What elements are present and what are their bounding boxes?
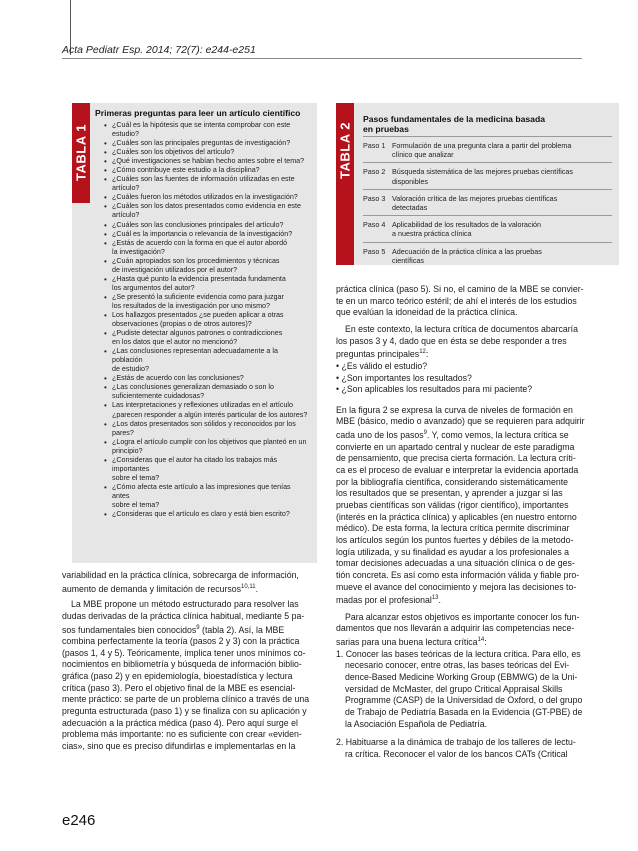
text-line: médico). De esta forma, la lectura crítica permite discriminar (336, 523, 570, 534)
table-1-tab (72, 103, 90, 203)
text-line: tión concreta. Es así como esta información válida y fiable pro- (336, 569, 580, 580)
text-line: dudas derivadas de la práctica clínica habitual, mediante 5 pa- (62, 610, 305, 621)
page-number: e246 (62, 812, 96, 829)
step-label: Paso 4 (363, 220, 386, 230)
text-line: crítica (paso 3). Pero el objetivo final de la MBE es esencial- (62, 682, 296, 693)
paragraph (336, 612, 619, 649)
text-line: En la figura 2 se expresa la curva de niveles de formación en (336, 404, 573, 415)
text-line: convierte en un apartado central y nuclear de este paradigma (336, 441, 575, 452)
question-text-line: ¿Las conclusiones representan adecuadamente a la población (112, 347, 278, 365)
text-line: adecuación a la práctica médica (paso 4). Pero aquí surge el (62, 717, 298, 728)
question-text-line: en los datos que el autor no mencionó? (112, 338, 238, 347)
table-2 (336, 103, 619, 265)
question-bullet: • ¿Son aplicables los resultados para mi paciente? (336, 384, 533, 395)
question-text-line: ¿Cómo afecta este artículo a las impresiones que tenías antes (112, 482, 291, 500)
text-line: pregunta estructurada (paso 1) y se finaliza con su aplicación y (62, 706, 307, 717)
text-line: variabilidad en la práctica clínica, sobrecarga de información, (62, 570, 299, 580)
question-bullet: • ¿Son importantes los resultados? (336, 372, 472, 383)
question-text-line: ¿Cuál es la hipótesis que se intenta comprobar con este (112, 121, 291, 129)
question-text-line: los resultados de la investigación por uno mismo? (112, 301, 270, 310)
text-line: cias», sino que es preciso difundirlas e implementarlas en la (62, 741, 296, 751)
question-text-line: ¿Logra el artículo cumplir con los objetivos que planteó en un (112, 437, 307, 446)
citation: 12 (419, 349, 426, 356)
citation: 9 (423, 430, 427, 437)
table-1-question (104, 374, 310, 383)
text-line: te en un marco teórico estéril; de ahí el interés de los estudios (336, 295, 577, 306)
question-text-line: artículo? (112, 184, 140, 193)
table-1-question (104, 166, 310, 175)
text-line: combina perfectamente la teoría (pasos 2 y 3) con la práctica (62, 636, 300, 647)
table-2-title (363, 114, 613, 134)
text-line: sarias para una buena lectura crítica (336, 637, 478, 647)
text-punct: : (484, 637, 487, 647)
paragraph (336, 405, 619, 607)
table-1-question (104, 311, 310, 329)
table-1-question (104, 157, 310, 166)
text-line: pruebas científicas son válidas (rigor científico), importantes (336, 499, 569, 510)
question-text-line: ¿Cuán apropiados son los procedimientos y técnicas (112, 256, 280, 265)
text-line: . Y, como vemos, la lectura crítica se (426, 430, 569, 441)
text-line: (interés en la práctica clínica) y aplicables (en nuestro entorno (336, 511, 577, 522)
header-rule (62, 58, 582, 59)
question-text-line: ¿Los datos presentados son sólidos y reconocidos por los pares? (112, 419, 296, 437)
text-line: mente práctico: se parte de un problema clínico a través de una (62, 694, 310, 705)
text-punct: . (438, 595, 441, 606)
item-text-line: de Trabajo de Pediatría Basada en la Evidencia (GT-PBE) de (345, 706, 583, 717)
table-1-question (104, 329, 310, 347)
step-description (392, 194, 612, 212)
text-line: problema más importante: no es suficiente con crear «eviden- (62, 729, 302, 740)
text-line: tomar decisiones adecuadas a una situación clínica o de ges- (336, 558, 575, 569)
question-text-line: Las interpretaciones y reflexiones utilizadas en el artículo (112, 401, 293, 410)
question-text-line: ¿Qué investigaciones se habían hecho antes sobre el tema? (112, 157, 305, 166)
table-1-question (104, 347, 310, 374)
step-label: Paso 1 (363, 141, 386, 150)
citation: 10,11 (241, 583, 256, 590)
question-text-line: ¿Cuál es la importancia o relevancia de la investigación? (112, 229, 293, 238)
item-text-line: 1. Conocer las bases teóricas de la lectura crítica. Para ello, es (336, 648, 581, 659)
question-text-line: ¿Estás de acuerdo con la forma en que el autor abordó (112, 238, 288, 247)
step-description-line: a nuestra práctica clínica (392, 229, 472, 239)
step-description (392, 167, 612, 185)
text-line: gráfica (paso 2) y en epidemiología, bioestadística y lectura (62, 671, 293, 682)
item-text-line: la Asociación Española de Pediatría. (345, 718, 488, 729)
table-1-question (104, 221, 310, 230)
text-line: Para alcanzar estos objetivos es importante conocer los fun- (345, 611, 580, 622)
step-label: Paso 2 (363, 167, 386, 177)
table-1-question (104, 239, 310, 257)
table-1-question (104, 121, 310, 139)
text-line: que evalúan la idoneidad de la práctica clínica. (336, 307, 518, 318)
table-2-row (363, 136, 612, 162)
question-text-line: sobre el tema? (112, 500, 160, 509)
text-line: los resultados que se presentan, y aprender a juzgar si las (336, 488, 563, 499)
table-1-question (104, 483, 310, 510)
step-description (392, 247, 612, 265)
question-text-line: suficientemente cuidadosas? (112, 392, 205, 401)
question-text-line: ¿Cómo contribuye este estudio a la disciplina? (112, 166, 260, 175)
paragraph (62, 570, 317, 595)
question-text-line: ¿Cuáles fueron los métodos utilizados en la investigación? (112, 193, 298, 202)
text-line: práctica clínica (paso 5). Si no, el camino de la MBE se convier- (336, 284, 584, 294)
table-1-title: Primeras preguntas para leer un artículo científico (95, 108, 301, 118)
table-2-tab (336, 103, 354, 265)
text-line: La MBE propone un método estructurado para resolver las (71, 599, 299, 610)
text-line: aumento de demanda y limitación de recursos (62, 583, 241, 594)
table-1-question (104, 175, 310, 193)
table-1-question (104, 139, 310, 148)
text-line: preguntas principales (336, 349, 420, 360)
question-text-line: de investigación utilizados por el autor? (112, 265, 238, 274)
table-1-question-list (104, 121, 310, 519)
question-text-line: ¿parecen responder a algún interés particular de los autores? (112, 410, 308, 419)
numbered-item-1 (336, 649, 619, 731)
text-line: los artículos según los puntos fuertes y débiles de la metodo- (336, 534, 574, 545)
item-text-line: necesario conocer, entre otras, las bases teóricas del Evi- (345, 660, 570, 671)
question-text-line: ¿Hasta qué punto la evidencia presentada fundamenta (112, 274, 286, 283)
text-line: (tabla 2). Así, la MBE (202, 624, 285, 635)
table-1-question (104, 456, 310, 483)
text-line: nocimientos en bibliometría y búsqueda de información biblio- (62, 659, 302, 670)
step-description-line: Búsqueda sistemática de las mejores pruebas científicas (392, 167, 573, 177)
table-2-row (363, 162, 612, 188)
text-line: los pasos 3 y 4, dado que en ésta se debe responder a tres (336, 335, 567, 346)
text-line: ca es el proceso de evaluar e interpretar la evidencia aportada (336, 465, 579, 475)
table-2-row (363, 242, 612, 268)
text-line: de pensamiento, que precisa cierta formación. La lectura críti- (336, 453, 576, 464)
text-line: sos fundamentales bien conocidos (62, 624, 197, 635)
question-text-line: ¿Consideras que el autor ha citado los trabajos más importantes (112, 455, 278, 473)
paragraph (62, 599, 317, 752)
question-text-line: ¿Cuáles son las principales preguntas de investigación? (112, 139, 291, 148)
text-line: mueve el avance del conocimiento y mejora las decisiones to- (336, 581, 577, 592)
spacer (336, 730, 619, 737)
text-line: damentos que nos llevarán a adquirir las competencias nece- (336, 623, 575, 634)
question-bullet: • ¿Es válido el estudio? (336, 360, 428, 371)
step-description-line: Adecuación de la práctica clínica a las pruebas (392, 246, 542, 256)
question-text-line: los argumentos del autor? (112, 283, 195, 292)
table-1-question (104, 257, 310, 275)
left-text-column (62, 570, 317, 753)
step-description-line: detectadas (392, 203, 428, 213)
question-text-line: observaciones (propias o de otros autores)? (112, 320, 252, 329)
item-text-line: 2. Habituarse a la dinámica de trabajo de los talleres de lectu- (336, 737, 576, 748)
table-2-title-line: en pruebas (363, 124, 409, 134)
right-text-column (336, 284, 619, 761)
step-description-line: Formulación de una pregunta clara a partir del problema (392, 141, 572, 150)
table-2-tab-label: TABLA 2 (337, 122, 353, 179)
citation: 14 (477, 637, 485, 644)
journal-reference: Acta Pediatr Esp. 2014; 72(7): e244-e251 (62, 44, 256, 56)
text-line: cada uno de los pasos (336, 430, 424, 441)
step-description-line: clínico que analizar (392, 150, 454, 160)
table-1-question (104, 230, 310, 239)
table-1-question (104, 148, 310, 157)
table-1-question (104, 202, 310, 220)
table-1-question (104, 293, 310, 311)
question-text-line: estudio? (112, 130, 139, 139)
question-text-line: Los hallazgos presentados ¿se pueden aplicar a otras (112, 310, 284, 319)
question-text-line: sobre el tema? (112, 473, 160, 482)
step-description-line: científicas (392, 255, 424, 265)
text-line: MBE (básico, medio o avanzado) que se requieren para adquirir (336, 416, 585, 427)
table-1-tab-label: TABLA 1 (73, 124, 89, 182)
text-punct: . (255, 583, 259, 594)
item-text-line: ra crítica. Reconocer el valor de los bancos CATs (Critical (345, 748, 568, 759)
item-text-line: Programme (CASP) de la Universidad de Oxford, o del grupo (345, 695, 583, 706)
table-1-question (104, 438, 310, 456)
text-line: madas por el profesional (336, 595, 432, 606)
question-text-line: ¿Cuáles son los datos presentados como evidencia en este (112, 202, 301, 211)
table-1 (72, 103, 317, 563)
question-text-line: de estudio? (112, 365, 149, 374)
question-text-line: principio? (112, 446, 143, 455)
table-1-question (104, 401, 310, 419)
text-line: logía utilizada, y su finalidad es ayudar a los profesionales a (336, 546, 569, 557)
table-1-question (104, 275, 310, 293)
question-text-line: la investigación? (112, 247, 165, 256)
text-line: (pasos 1, 4 y 5). Teóricamente, implica tener unos mínimos co- (62, 647, 306, 658)
table-2-title-line: Pasos fundamentales de la medicina basada (363, 114, 545, 124)
paragraph (336, 324, 619, 361)
question-text-line: ¿Cuáles son los objetivos del artículo? (112, 148, 235, 157)
table-2-row (363, 215, 612, 241)
item-text-line: versidad de McMaster, del grupo Critical Appraisal Skills (345, 683, 563, 694)
question-text-line: ¿Cuáles son las fuentes de información utilizadas en este (112, 175, 295, 184)
item-text-line: dence-Based Medicine Working Group (EBMWG) de la Uni- (345, 671, 578, 682)
step-description (392, 220, 612, 238)
table-1-question (104, 193, 310, 202)
question-text-line: ¿Se presentó la suficiente evidencia como para juzgar (112, 292, 284, 301)
step-description-line: disponibles (392, 176, 428, 186)
numbered-item-2 (336, 737, 619, 760)
question-text-line: ¿Las conclusiones generalizan demasiado o son lo (112, 383, 274, 392)
question-text-line: ¿Consideras que el artículo es claro y está bien escrito? (112, 510, 290, 519)
step-description (392, 141, 612, 159)
step-label: Paso 3 (363, 193, 386, 203)
text-line: En este contexto, la lectura crítica de documentos abarcaría (345, 323, 578, 334)
text-line: por la bibliografía científica, considerando sistemáticamente (336, 476, 568, 487)
step-description-line: Aplicabilidad de los resultados de la valoración (392, 220, 542, 230)
table-2-row (363, 189, 612, 215)
text-punct: : (425, 349, 429, 360)
table-1-question (104, 510, 310, 519)
question-text-line: ¿Cuáles son las conclusiones principales del artículo? (112, 220, 284, 229)
step-description-line: Valoración crítica de las mejores pruebas científicas (392, 193, 558, 203)
citation: 9 (196, 624, 200, 631)
paragraph (336, 284, 619, 319)
question-text-line: artículo? (112, 211, 140, 220)
question-text-line: ¿Estás de acuerdo con las conclusiones? (112, 374, 244, 383)
table-2-rows (363, 136, 612, 268)
table-1-question (104, 383, 310, 401)
question-text-line: ¿Pudiste detectar algunos patrones o contradicciones (112, 329, 283, 338)
citation: 13 (431, 595, 439, 602)
table-1-question (104, 420, 310, 438)
step-label: Paso 5 (363, 246, 386, 256)
